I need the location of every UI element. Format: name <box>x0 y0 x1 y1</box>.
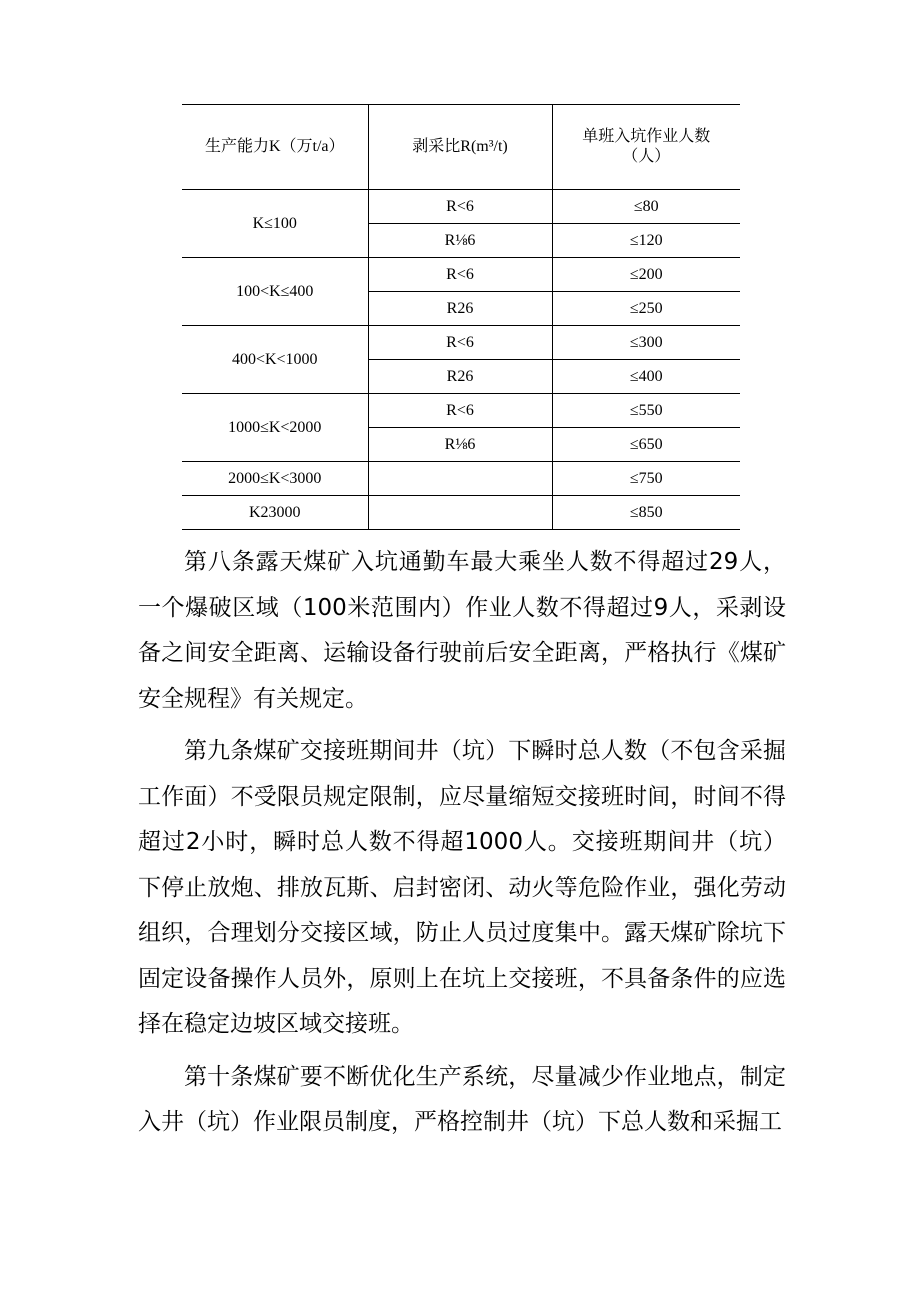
workers-cell: ≤550 <box>552 394 740 428</box>
workers-cell: ≤250 <box>552 292 740 326</box>
article-10-paragraph: 第十条煤矿要不断优化生产系统，尽量减少作业地点，制定入井（坑）作业限员制度，严格控制井（坑）下总人数和采掘工 <box>138 1063 786 1135</box>
header-workers <box>552 105 740 190</box>
ratio-cell: R⅛6 <box>368 428 552 462</box>
header-capacity: 生产能力K（万t/a） <box>182 105 368 190</box>
ratio-cell <box>368 462 552 496</box>
capacity-cell: 100<K≤400 <box>182 258 368 326</box>
capacity-cell: 2000≤K<3000 <box>182 462 368 496</box>
header-workers-line2: （人） <box>622 148 671 165</box>
capacity-cell: K23000 <box>182 496 368 530</box>
capacity-cell: 400<K<1000 <box>182 326 368 394</box>
table-row <box>182 326 740 360</box>
table-header-row <box>182 105 740 190</box>
workers-cell: ≤300 <box>552 326 740 360</box>
workers-cell: ≤400 <box>552 360 740 394</box>
ratio-cell <box>368 496 552 530</box>
workers-cell: ≤80 <box>552 190 740 224</box>
ratio-cell: R26 <box>368 360 552 394</box>
workers-cell: ≤750 <box>552 462 740 496</box>
body-text <box>138 540 786 1153</box>
ratio-cell: R<6 <box>368 326 552 360</box>
workers-cell: ≤200 <box>552 258 740 292</box>
table-row <box>182 394 740 428</box>
ratio-cell: R<6 <box>368 190 552 224</box>
table-row <box>182 258 740 292</box>
table-row <box>182 496 740 530</box>
workers-cell: ≤850 <box>552 496 740 530</box>
table-row <box>182 462 740 496</box>
ratio-cell: R26 <box>368 292 552 326</box>
ratio-cell: R<6 <box>368 258 552 292</box>
header-workers-line1: 单班入坑作业人数 <box>582 128 711 145</box>
capacity-cell: 1000≤K<2000 <box>182 394 368 462</box>
ratio-cell: R<6 <box>368 394 552 428</box>
worker-limit-table <box>182 104 740 530</box>
workers-cell: ≤650 <box>552 428 740 462</box>
capacity-cell: K≤100 <box>182 190 368 258</box>
table-row <box>182 190 740 224</box>
workers-cell: ≤120 <box>552 224 740 258</box>
header-ratio: 剥采比R(m³/t) <box>368 105 552 190</box>
ratio-cell: R⅛6 <box>368 224 552 258</box>
article-8-paragraph: 第八条露天煤矿入坑通勤车最大乘坐人数不得超过29人，一个爆破区域（100米范围内）作业人数不得超过9人，采剥设备之间安全距离、运输设备行驶前后安全距离，严格执行《煤矿安全规程》有关规定。 <box>138 549 786 712</box>
article-9-paragraph: 第九条煤矿交接班期间井（坑）下瞬时总人数（不包含采掘工作面）不受限员规定限制，应尽量缩短交接班时间，时间不得超过2小时，瞬时总人数不得超1000人。交接班期间井（坑）下停止放炮、排放瓦斯、启封密闭、动火等危险作业，强化劳动组织，合理划分交接区域，防止人员过度集中。露天煤矿除坑下固定设备操作人员外，原则上在坑上交接班，不具备条件的应选择在稳定边坡区域交接班。 <box>138 738 786 1037</box>
